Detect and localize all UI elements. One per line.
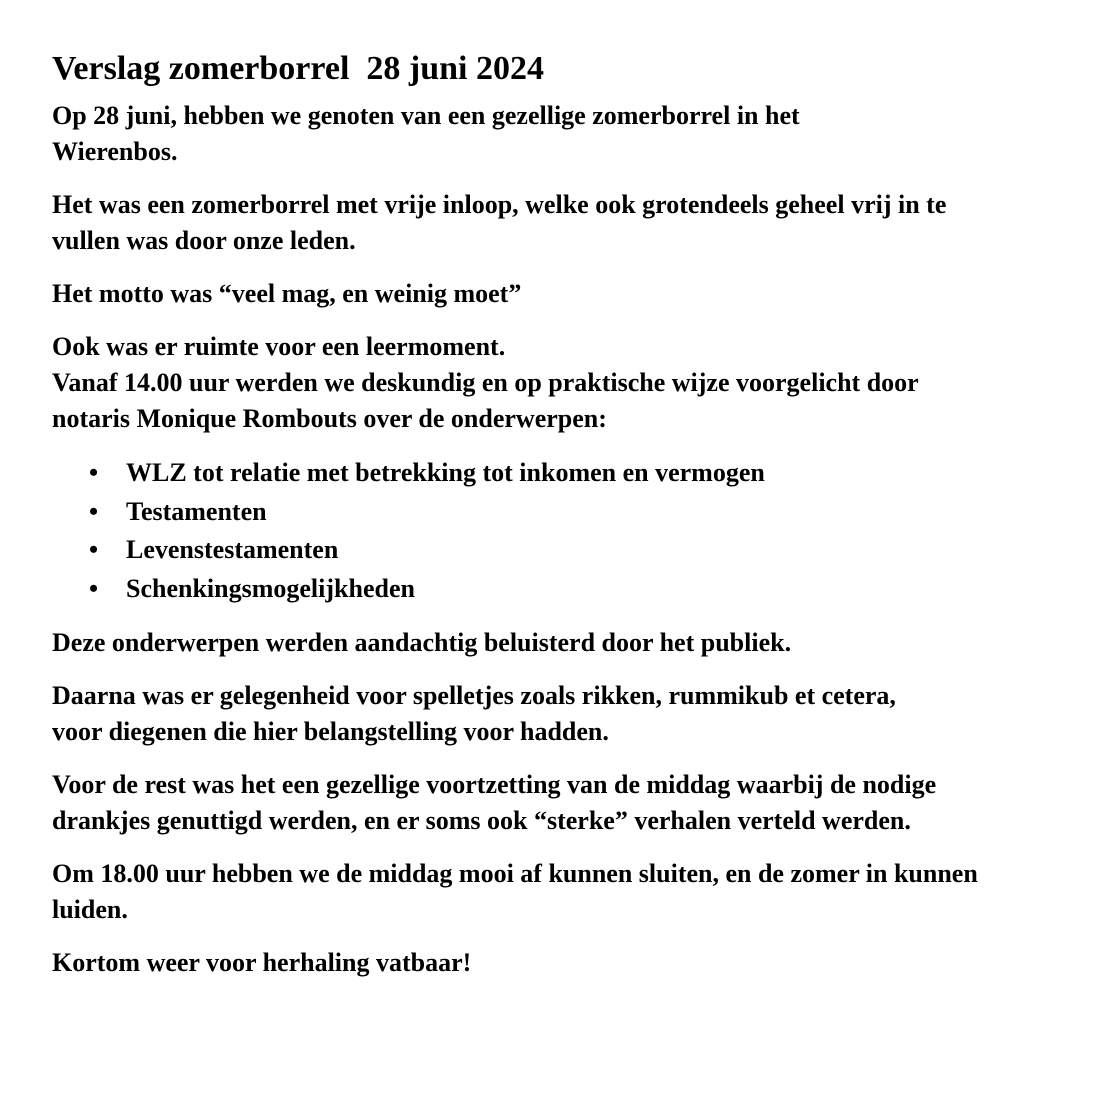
list-item-label: Testamenten — [126, 496, 267, 526]
list-item — [89, 454, 1059, 493]
bullet-icon: • — [89, 496, 99, 526]
paragraph-audience: Deze onderwerpen werden aandachtig beluisterd door het publiek. — [52, 628, 792, 657]
paragraph-notary-info: Vanaf 14.00 uur werden we deskundig en op praktische wijze voorgelicht door notaris Monique Rombouts over de onderwerpen: — [52, 368, 919, 433]
paragraph-games: Daarna was er gelegenheid voor spelletjes zoals rikken, rummikub et cetera, voor diegenen die hier belangstelling voor hadden. — [52, 681, 896, 746]
list-item — [89, 531, 1059, 570]
bullet-icon: • — [89, 458, 99, 487]
bullet-icon: • — [89, 573, 99, 603]
list-item — [89, 493, 1059, 532]
list-item-label: Schenkingsmogelijkheden — [126, 573, 415, 603]
topics-list — [52, 454, 1059, 608]
list-item-label: Levenstestamenten — [126, 535, 339, 564]
list-item-label: WLZ tot relatie met betrekking tot inkomen en vermogen — [126, 458, 765, 487]
paragraph-free-entry: Het was een zomerborrel met vrije inloop, welke ook grotendeels geheel vrij in te vullen was door onze leden. — [52, 190, 947, 255]
paragraph-conclusion: Kortom weer voor herhaling vatbaar! — [52, 948, 472, 977]
paragraph-learning-moment: Ook was er ruimte voor een leermoment. — [52, 332, 506, 361]
paragraph-motto: Het motto was “veel mag, en weinig moet” — [52, 279, 522, 308]
paragraph-closing: Om 18.00 uur hebben we de middag mooi af kunnen sluiten, en de zomer in kunnen luiden. — [52, 859, 978, 924]
paragraph-drinks: Voor de rest was het een gezellige voortzetting van de middag waarbij de nodige drankjes genuttigd werden, en er soms ook “sterke” verhalen verteld werden. — [52, 770, 937, 835]
list-item — [89, 570, 1059, 609]
document-title: Verslag zomerborrel 28 juni 2024 — [52, 50, 544, 87]
bullet-icon: • — [89, 535, 99, 564]
paragraph-intro: Op 28 juni, hebben we genoten van een gezellige zomerborrel in het Wierenbos. — [52, 101, 800, 166]
